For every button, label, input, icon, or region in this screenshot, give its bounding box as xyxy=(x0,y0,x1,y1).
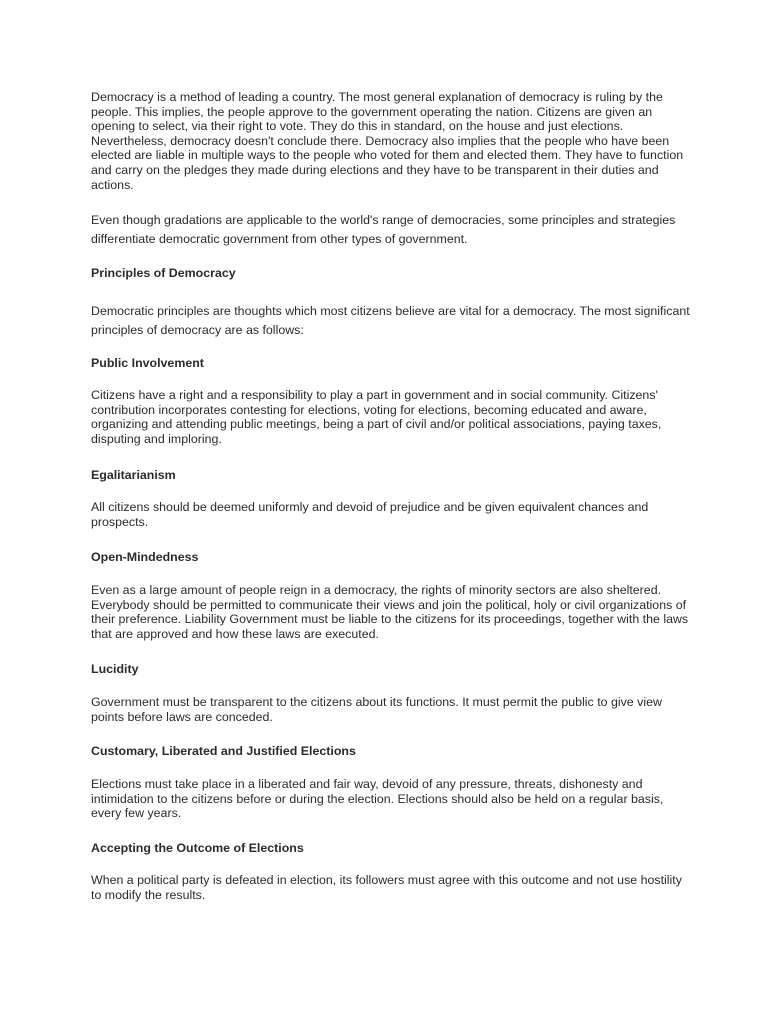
intro-paragraph-1: Democracy is a method of leading a country. The most general explanation of democracy is ruling by the people. This implies, the people approve to the government operating the nation. Citizens are given an opening to select, via their right to vote. They do this in standard, on the house and just elections. Nevertheless, democracy doesn't conclude there. Democracy also implies that the people who have been elected are liable in multiple ways to the people who voted for them and elected them. They have to function and carry on the pledges they made during elections and they have to be transparent in their duties and actions. xyxy=(91,90,684,192)
section-heading-egalitarianism: Egalitarianism xyxy=(91,468,176,482)
principles-heading: Principles of Democracy xyxy=(91,266,236,280)
section-heading-open-mindedness: Open-Mindedness xyxy=(91,550,199,564)
section-body-lucidity: Government must be transparent to the citizens about its functions. It must permit the public to give view points before laws are conceded. xyxy=(91,695,662,724)
section-heading-public-involvement: Public Involvement xyxy=(91,356,204,370)
section-heading-elections: Customary, Liberated and Justified Elections xyxy=(91,744,356,758)
section-body-elections: Elections must take place in a liberated and fair way, devoid of any pressure, threats, dishonesty and intimidation to the citizens before or during the election. Elections should also be held on a regular basis, every few years. xyxy=(91,777,664,821)
section-body-egalitarianism: All citizens should be deemed uniformly and devoid of prejudice and be given equivalent chances and prospects. xyxy=(91,500,649,529)
section-heading-lucidity: Lucidity xyxy=(91,662,139,676)
section-heading-accepting-outcome: Accepting the Outcome of Elections xyxy=(91,841,304,855)
section-body-public-involvement: Citizens have a right and a responsibility to play a part in government and in social community. Citizens' contribution incorporates contesting for elections, voting for elections, becoming educated and aware, organizing and attending public meetings, being a part of civil and/or political associations, paying taxes, disputing and imploring. xyxy=(91,388,662,446)
principles-intro-paragraph: Democratic principles are thoughts which most citizens believe are vital for a democracy. The most significant principles of democracy are as follows: xyxy=(91,304,690,337)
intro-paragraph-2: Even though gradations are applicable to the world's range of democracies, some principles and strategies differentiate democratic government from other types of government. xyxy=(91,213,676,246)
section-body-accepting-outcome: When a political party is defeated in election, its followers must agree with this outcome and not use hostility to modify the results. xyxy=(91,873,682,902)
section-body-open-mindedness: Even as a large amount of people reign in a democracy, the rights of minority sectors are also sheltered. Everybody should be permitted to communicate their views and join the political, holy or civil organizations of their preference. Liability Government must be liable to the citizens for its proceedings, together with the laws that are approved and how these laws are executed. xyxy=(91,583,689,641)
